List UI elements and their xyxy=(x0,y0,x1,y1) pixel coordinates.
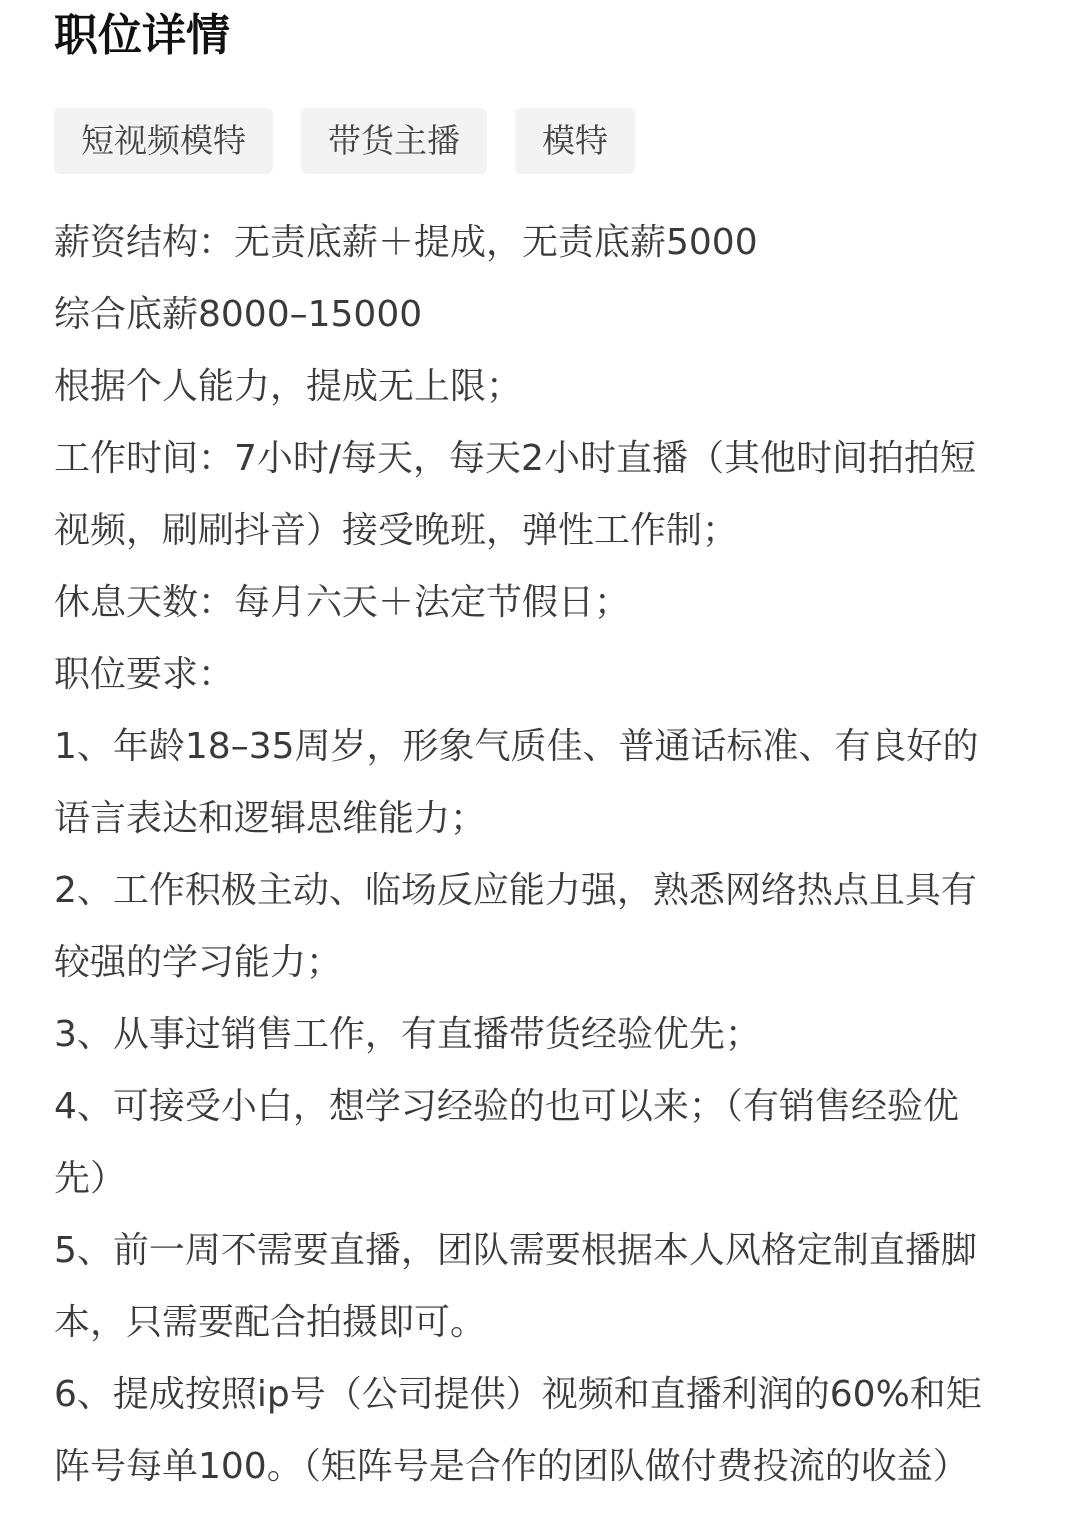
job-tags xyxy=(54,108,635,174)
description-line: 先） xyxy=(54,1158,127,1199)
description-line: 薪资结构：无责底薪＋提成，无责底薪5000 xyxy=(54,222,758,263)
description-line: 视频，刷刷抖音）接受晚班，弹性工作制； xyxy=(54,510,739,551)
tag-short-video-model[interactable]: 短视频模特 xyxy=(54,108,273,174)
page-title: 职位详情 xyxy=(54,10,230,61)
description-line: 根据个人能力，提成无上限； xyxy=(54,366,523,407)
description-line: 4、可接受小白，想学习经验的也可以来；（有销售经验优 xyxy=(54,1086,959,1127)
description-line: 2、工作积极主动、临场反应能力强，熟悉网络热点且具有 xyxy=(54,870,977,911)
tag-live-seller[interactable]: 带货主播 xyxy=(301,108,487,174)
description-line: 本，只需要配合拍摄即可。 xyxy=(54,1302,487,1343)
description-line: 阵号每单100。（矩阵号是合作的团队做付费投流的收益） xyxy=(54,1446,969,1487)
description-line: 1、年龄18–35周岁，形象气质佳、普通话标准、有良好的 xyxy=(54,726,979,767)
description-line: 职位要求： xyxy=(54,654,235,695)
description-line: 6、提成按照ip号（公司提供）视频和直播利润的60%和矩 xyxy=(54,1374,982,1415)
tag-model[interactable]: 模特 xyxy=(515,108,635,174)
description-line: 语言表达和逻辑思维能力； xyxy=(54,798,487,839)
description-line: 工作时间：7小时/每天，每天2小时直播（其他时间拍拍短 xyxy=(54,438,976,479)
description-line: 3、从事过销售工作，有直播带货经验优先； xyxy=(54,1014,761,1055)
description-line: 综合底薪8000–15000 xyxy=(54,294,423,335)
description-line: 休息天数：每月六天＋法定节假日； xyxy=(54,582,631,623)
description-line: 较强的学习能力； xyxy=(54,942,343,983)
job-description xyxy=(54,207,1078,1503)
description-line: 5、前一周不需要直播，团队需要根据本人风格定制直播脚 xyxy=(54,1230,977,1271)
